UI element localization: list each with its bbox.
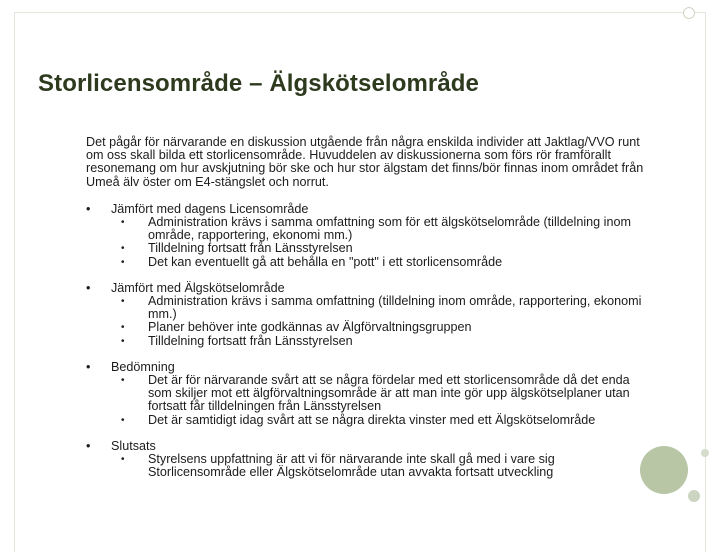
- decorative-circle: [701, 449, 709, 457]
- bullet: •: [86, 201, 91, 216]
- list-item: • Administration krävs i samma omfattning (tilldelning inom område, rapportering, ekonomi mm.): [121, 294, 642, 322]
- bullet: •: [121, 335, 125, 347]
- sub-list: [111, 295, 646, 348]
- decorative-circle: [688, 490, 700, 502]
- bullet: •: [121, 256, 125, 268]
- section-bedomning: [86, 361, 646, 427]
- list-item: • Tilldelning fortsatt från Länsstyrelsen: [121, 241, 353, 256]
- slide-body: [86, 136, 646, 492]
- bullet: •: [86, 438, 91, 453]
- list-item: • Det är samtidigt idag svårt att se några direkta vinster med ett Älgskötselområde: [121, 412, 596, 427]
- intro-paragraph: Det pågår för närvarande en diskussion utgående från några enskilda individer att Jaktlag/VVO runt om oss skall bilda ett storlicensområde. Huvuddelen av diskussionerna som förs rör framförallt resonemang om hur avskjutning bör ske och hur stor älgstam det finns/bör finnas inom området från Umeå älv öster om E4-stängslet och norrut.: [86, 135, 644, 189]
- bullet: •: [121, 296, 125, 308]
- slide-title: Storlicensområde – Älgskötselområde: [38, 70, 479, 97]
- list-item: • Styrelsens uppfattning är att vi för närvarande inte skall gå med i vare sig Storlicensområde eller Älgskötselområde utan avvakta fortsatt utveckling: [121, 452, 555, 480]
- bullet: •: [121, 414, 125, 426]
- section-algskotselomrade: [86, 282, 646, 348]
- bullet: •: [86, 280, 91, 295]
- section-slutsats: [86, 440, 646, 480]
- bullet: •: [121, 454, 125, 466]
- bullet: •: [121, 375, 125, 387]
- section-heading: Slutsats: [111, 438, 156, 453]
- section-heading: Jämfört med dagens Licensområde: [111, 201, 309, 216]
- section-licensomrade: [86, 203, 646, 269]
- list-item: • Administration krävs i samma omfattning som för ett älgskötselområde (tilldelning inom område, rapportering, ekonomi mm.): [121, 215, 631, 243]
- bullet: •: [121, 322, 125, 334]
- bullet: •: [121, 217, 125, 229]
- decorative-circle: [640, 446, 688, 494]
- bullet: •: [86, 359, 91, 374]
- sub-list: [111, 374, 646, 427]
- sub-list: [111, 216, 646, 269]
- list-item: • Det är för närvarande svårt att se några fördelar med ett storlicensområde då det enda som skiljer mot ett älgförvaltningsområde är att man inte gör upp älgskötselplaner utan fortsatt får tilldelningen från Länsstyrelsen: [121, 373, 630, 414]
- decorative-circle: [683, 7, 695, 19]
- bullet: •: [121, 243, 125, 255]
- section-heading: Jämfört med Älgskötselområde: [111, 280, 285, 295]
- list-item: • Planer behöver inte godkännas av Älgförvaltningsgruppen: [121, 320, 472, 335]
- section-heading: Bedömning: [111, 359, 175, 374]
- sub-list: [111, 453, 646, 479]
- list-item: • Det kan eventuellt gå att behålla en "pott" i ett storlicensområde: [121, 254, 503, 269]
- list-item: • Tilldelning fortsatt från Länsstyrelsen: [121, 333, 353, 348]
